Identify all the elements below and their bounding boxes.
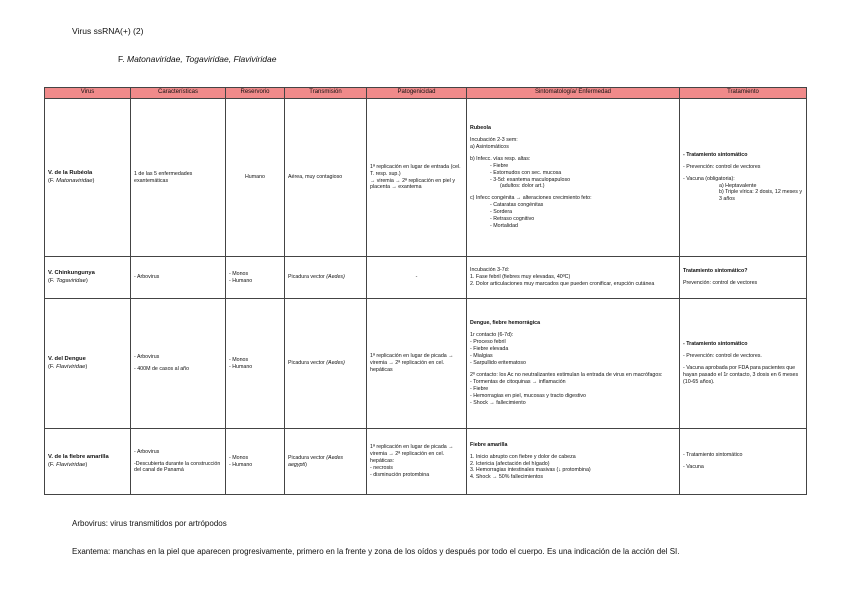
column-header: Virus bbox=[45, 88, 131, 99]
symptom-line: - Hemorragias en piel, mucosas y tracto digestivo bbox=[470, 392, 586, 399]
column-header: Patogenicidad bbox=[367, 88, 467, 99]
vector-name: (Aedes) bbox=[326, 360, 345, 366]
symptom-line: 2. Ictericia (afectación del hígado) bbox=[470, 460, 550, 467]
family-name: Togaviridae bbox=[56, 277, 86, 284]
family-prefix: (F. bbox=[48, 277, 55, 284]
symptom-line: Incubación 2-3 sem: bbox=[470, 136, 518, 143]
symptom-line: b) Infecc. vías resp. altas: bbox=[470, 155, 531, 162]
symptom-line: Incubación 3-7d: bbox=[470, 267, 510, 274]
reservorio-line: - Humano bbox=[229, 363, 253, 370]
family-name: Matonaviridae bbox=[56, 177, 93, 184]
patogenicidad-line: - bbox=[415, 274, 418, 280]
table-row bbox=[45, 257, 807, 299]
column-header: Tratamiento bbox=[680, 88, 807, 99]
virus-name: V. de la fiebre amarilla bbox=[48, 453, 109, 460]
families-list: Matonaviridae, Togaviridae, Flaviviridae bbox=[127, 54, 277, 64]
disease-title: Dengue, fiebre hemorrágica bbox=[470, 320, 541, 327]
virus-cell bbox=[45, 257, 131, 299]
symptom-line: - Cataratas congénitas bbox=[490, 202, 544, 209]
table-header-row bbox=[45, 88, 807, 99]
transmision-text: Picadura vector bbox=[288, 454, 325, 461]
family-suffix: ) bbox=[85, 363, 88, 370]
tratamiento-line: b) Triple vírica: 2 dosis, 12 meses y 3 años bbox=[719, 189, 803, 203]
symptom-line: - Shock → fallecimiento bbox=[470, 399, 526, 406]
transmision-text: Picadura vector bbox=[288, 360, 325, 366]
caracteristica-line: - Arbovirus bbox=[134, 274, 160, 280]
symptom-line: 1. Fase febril (fiebres muy elevadas, 40ºC) bbox=[470, 274, 571, 280]
symptom-line: (adultos: dolor art.) bbox=[500, 183, 545, 190]
caracteristica-line: - Arbovirus bbox=[134, 354, 160, 361]
reservorio-cell bbox=[226, 299, 285, 429]
virus-name: V. de la Rubéola bbox=[48, 169, 93, 176]
patogenicidad-line: - necrosis bbox=[370, 464, 393, 471]
reservorio-line: - Monos bbox=[229, 454, 249, 461]
symptom-line: - Fiebre bbox=[470, 385, 489, 392]
transmision-cell bbox=[285, 99, 367, 257]
reservorio-line: Humano bbox=[244, 174, 266, 180]
caracteristica-line: - 400M de casos al año bbox=[134, 366, 190, 372]
family-suffix: ) bbox=[92, 177, 95, 184]
family-prefix: (F. bbox=[48, 363, 55, 370]
symptom-line: - Proceso febril bbox=[470, 339, 506, 346]
symptom-line: 2º contacto: los Ac no neutralizantes estimulan la entrada de virus en macrófagos: bbox=[470, 371, 663, 378]
transmision-text: Aérea, muy contagioso bbox=[288, 174, 343, 180]
caracteristicas-cell bbox=[131, 299, 226, 429]
symptom-line: - Retraso cognitivo bbox=[490, 216, 535, 223]
symptom-line: 1. Inicio abrupto con fiebre y dolor de cabeza bbox=[470, 453, 576, 460]
caracteristicas-cell bbox=[131, 257, 226, 299]
family-prefix: (F. bbox=[48, 461, 55, 468]
column-header: Reservorio bbox=[226, 88, 285, 99]
patogenicidad-cell bbox=[367, 429, 467, 495]
caracteristica-line: - Arbovirus bbox=[134, 448, 160, 455]
exantema-note: Exantema: manchas en la piel que aparecen progresivamente, primero en la frente y zona de los oídos y después por todo el cuerpo. Es una indicación de la acción del SI. bbox=[72, 547, 680, 556]
transmision-cell bbox=[285, 257, 367, 299]
symptom-line: - Fiebre bbox=[490, 162, 509, 169]
family-name: Flaviviridae bbox=[56, 363, 86, 370]
symptom-line: a) Asintomáticos bbox=[470, 143, 509, 150]
caracteristicas-cell bbox=[131, 99, 226, 257]
virus-cell bbox=[45, 99, 131, 257]
tratamiento-line: - Tratamiento sintomático bbox=[683, 151, 748, 158]
symptom-line: 3. Hemorragias intestinales masivas (↓ protombina) bbox=[470, 467, 591, 474]
patogenicidad-cell bbox=[367, 299, 467, 429]
patogenicidad-cell bbox=[367, 257, 467, 299]
disease-title: Rubeola bbox=[470, 124, 491, 131]
virus-name: V. del Dengue bbox=[48, 355, 86, 362]
caracteristica-line: 1 de las 5 enfermedades exantemáticas bbox=[134, 170, 193, 184]
sintomatologia-cell bbox=[467, 257, 680, 299]
symptom-line: 2. Dolor articulaciones muy marcados que pueden cronificar, erupción cutánea bbox=[470, 280, 655, 287]
patogenicidad-cell bbox=[367, 99, 467, 257]
families-subtitle bbox=[118, 54, 276, 64]
patogenicidad-line: 1ª replicación en lugar de picada → viremia → 2ª replicación en cel. hepáticas: bbox=[370, 444, 454, 464]
symptom-line: - Mortalidad bbox=[490, 223, 518, 230]
family-suffix: ) bbox=[85, 277, 88, 284]
caracteristicas-cell bbox=[131, 429, 226, 495]
tratamiento-line: - Prevención: control de vectores. bbox=[683, 353, 762, 360]
symptom-line: 1r contacto (6-7d): bbox=[470, 332, 514, 339]
vector-suffix: ) bbox=[305, 461, 307, 468]
transmision-cell bbox=[285, 299, 367, 429]
tratamiento-line: - Vacuna (obligatoria): bbox=[683, 175, 735, 182]
family-name: Flaviviridae bbox=[56, 461, 86, 468]
reservorio-line: - Humano bbox=[229, 277, 253, 284]
virus-cell bbox=[45, 299, 131, 429]
virus-name: V. Chinkungunya bbox=[48, 269, 95, 276]
tratamiento-line: - Tratamiento sintomático bbox=[683, 452, 743, 459]
tratamiento-line: - Vacuna aprobada por FDA para pacientes que hayan pasado el 1r contacto, 3 dosis en 6 meses (10-65 años). bbox=[683, 365, 799, 385]
sintomatologia-cell bbox=[467, 99, 680, 257]
symptom-line: - Mialgias bbox=[470, 353, 493, 360]
family-suffix: ) bbox=[85, 461, 88, 468]
symptom-line: - Sordera bbox=[490, 209, 513, 216]
symptom-line: - Fiebre elevada bbox=[470, 346, 509, 353]
tratamiento-line: a) Heptavalente bbox=[719, 182, 757, 189]
reservorio-cell bbox=[226, 99, 285, 257]
tratamiento-cell bbox=[680, 257, 807, 299]
patogenicidad-line: 1ª replicación en lugar de picada → viremia → 2ª replicación en cel. hepáticas bbox=[370, 353, 454, 373]
reservorio-cell bbox=[226, 257, 285, 299]
reservorio-line: - Monos bbox=[229, 356, 249, 363]
arbovirus-note: Arbovirus: virus transmitidos por artrópodos bbox=[72, 519, 227, 528]
tratamiento-line: - Vacuna bbox=[683, 464, 704, 470]
tratamiento-cell bbox=[680, 429, 807, 495]
column-header: Características bbox=[131, 88, 226, 99]
patogenicidad-line: → viremia → 2ª replicación en piel y placenta → exantema bbox=[370, 177, 455, 191]
patogenicidad-line: 1ª replicación en lugar de entrada (cel. T. resp. sup.) bbox=[370, 163, 461, 177]
virus-family bbox=[48, 462, 127, 470]
caracteristica-line: -Descubierta durante la construcción del canal de Panamá bbox=[134, 460, 221, 474]
tratamiento-line: - Tratamiento sintomático bbox=[683, 341, 748, 348]
reservorio-line: - Humano bbox=[229, 461, 253, 468]
reservorio-cell bbox=[226, 429, 285, 495]
symptom-line: - Estornudos con sec. mucosa bbox=[490, 169, 562, 176]
patogenicidad-line: - disminución protombina bbox=[370, 471, 430, 478]
virus-family bbox=[48, 364, 127, 372]
column-header: Transmisión bbox=[285, 88, 367, 99]
table-row bbox=[45, 299, 807, 429]
page-title: Virus ssRNA(+) (2) bbox=[72, 26, 144, 36]
tratamiento-line: Tratamiento sintomático? bbox=[683, 268, 748, 275]
symptom-line: - Sarpullido eritematoso bbox=[470, 360, 526, 366]
table-row bbox=[45, 429, 807, 495]
vector-name: (Aedes) bbox=[326, 274, 345, 280]
transmision-cell bbox=[285, 429, 367, 495]
table-row bbox=[45, 99, 807, 257]
disease-title: Fiebre amarilla bbox=[470, 441, 508, 448]
column-header: Sintomatología/ Enfermedad bbox=[467, 88, 680, 99]
virus-cell bbox=[45, 429, 131, 495]
vector-name: (Aedes aegypti bbox=[288, 454, 344, 468]
virus-family bbox=[48, 178, 127, 186]
tratamiento-line: Prevención: control de vectores bbox=[683, 280, 758, 286]
families-prefix: F. bbox=[118, 54, 125, 64]
symptom-line: - 3-5d: exantema maculopapuloso bbox=[490, 176, 571, 183]
symptom-line: c) Infecc congénita → alteraciones crecimiento feto: bbox=[470, 195, 592, 202]
tratamiento-cell bbox=[680, 299, 807, 429]
tratamiento-cell bbox=[680, 99, 807, 257]
virus-table bbox=[44, 87, 807, 495]
tratamiento-line: - Prevención: control de vectores bbox=[683, 163, 761, 170]
family-prefix: (F. bbox=[48, 177, 55, 184]
symptom-line: - Tormentas de citoquinas → inflamación bbox=[470, 378, 566, 385]
virus-family bbox=[48, 278, 127, 286]
reservorio-line: - Monos bbox=[229, 270, 249, 277]
sintomatologia-cell bbox=[467, 429, 680, 495]
transmision-text: Picadura vector bbox=[288, 274, 325, 280]
symptom-line: 4. Shock → 50% fallecimientos bbox=[470, 474, 544, 481]
sintomatologia-cell bbox=[467, 299, 680, 429]
